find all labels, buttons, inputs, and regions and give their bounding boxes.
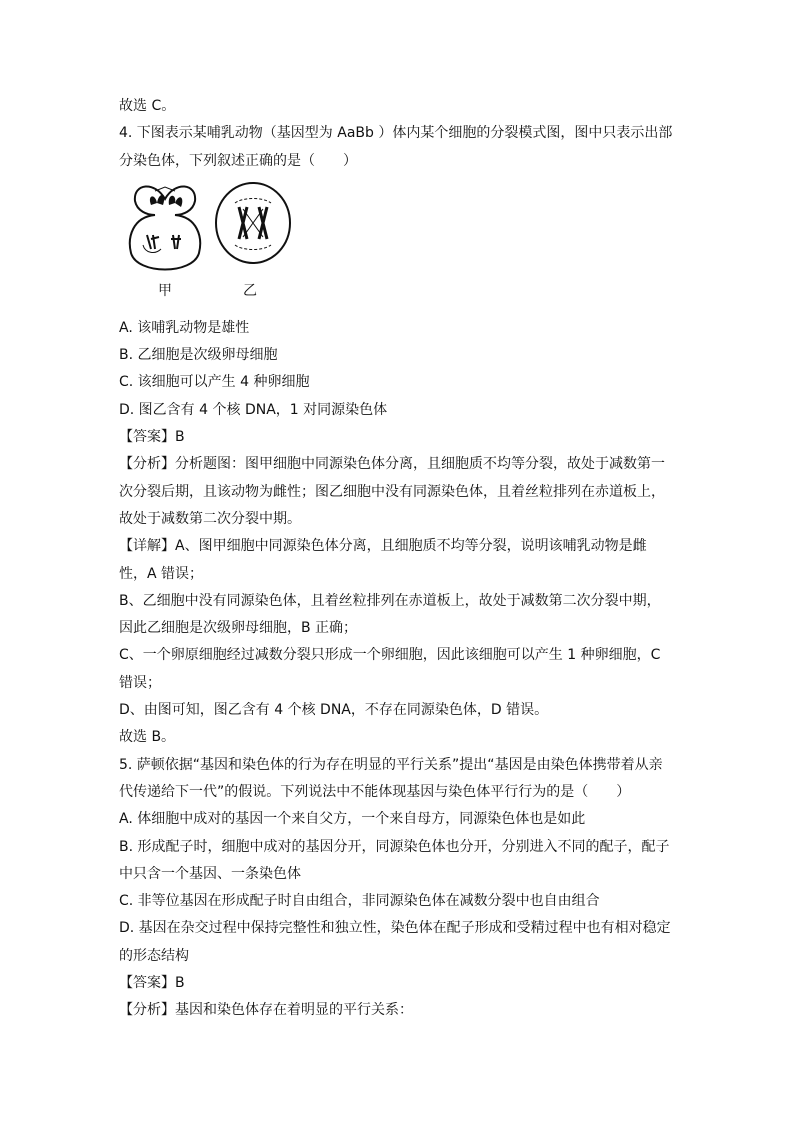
text-block-main bbox=[119, 315, 679, 1025]
text-line: 故处于减数第二次分裂中期。 bbox=[119, 510, 301, 527]
analysis-line: 【分析】分析题图：图甲细胞中同源染色体分离，且细胞质不均等分裂，故处于减数第一 bbox=[119, 456, 665, 473]
cell-division-figure bbox=[119, 175, 679, 315]
answer-line: 【答案】B bbox=[119, 429, 185, 446]
cell-yi-diagram bbox=[213, 179, 293, 275]
option-b: B. 乙细胞是次级卵母细胞 bbox=[119, 347, 278, 364]
text-line: 的形态结构 bbox=[119, 947, 189, 964]
figure-label-jia: 甲 bbox=[158, 282, 172, 299]
text-line: 故选 B。 bbox=[119, 729, 176, 746]
text-line: 中只含一个基因、一条染色体 bbox=[119, 865, 301, 882]
text-line: 分染色体，下列叙述正确的是（ ） bbox=[119, 152, 357, 169]
option-b: B. 形成配子时，细胞中成对的基因分开，同源染色体也分开，分别进入不同的配子，配子 bbox=[119, 838, 670, 855]
option-c: C. 该细胞可以产生 4 种卵细胞 bbox=[119, 374, 310, 391]
answer-line: 【答案】B bbox=[119, 975, 185, 992]
text-line: 因此乙细胞是次级卵母细胞，B 正确； bbox=[119, 620, 358, 637]
text-line: C、一个卵原细胞经过减数分裂只形成一个卵细胞，因此该细胞可以产生 1 种卵细胞，C bbox=[119, 647, 661, 664]
option-d: D. 基因在杂交过程中保持完整性和独立性，染色体在配子形成和受精过程中也有相对稳定 bbox=[119, 920, 671, 937]
option-a: A. 该哺乳动物是雄性 bbox=[119, 319, 250, 336]
figure-label-yi: 乙 bbox=[243, 282, 257, 299]
text-line: 次分裂后期，且该动物为雌性；图乙细胞中没有同源染色体，且着丝粒排列在赤道板上， bbox=[119, 483, 665, 500]
text-block-top bbox=[119, 93, 679, 175]
question-5-line: 5. 萨顿依据“基因和染色体的行为存在明显的平行关系”提出“基因是由染色体携带着从亲 bbox=[119, 756, 663, 773]
cell-jia-diagram bbox=[125, 179, 205, 283]
text-line: 故选 C。 bbox=[119, 98, 176, 114]
text-line: D、由图可知，图乙含有 4 个核 DNA，不存在同源染色体，D 错误。 bbox=[119, 702, 549, 719]
text-line: 代传递给下一代”的假说。下列说法中不能体现基因与染色体平行行为的是（ ） bbox=[119, 783, 631, 800]
text-line: B、乙细胞中没有同源染色体，且着丝粒排列在赤道板上，故处于减数第二次分裂中期， bbox=[119, 592, 661, 609]
text-line: 错误； bbox=[119, 674, 161, 691]
analysis-line: 【分析】基因和染色体存在着明显的平行关系： bbox=[119, 1002, 413, 1019]
explanation-line: 【详解】A、图甲细胞中同源染色体分离，且细胞质不均等分裂，说明该哺乳动物是雌 bbox=[119, 538, 647, 555]
text-line: 4. 下图表示某哺乳动物（基因型为 AaBb ）体内某个细胞的分裂模式图，图中只表示出部 bbox=[119, 125, 673, 142]
option-a: A. 体细胞中成对的基因一个来自父方，一个来自母方，同源染色体也是如此 bbox=[119, 811, 586, 828]
option-d: D. 图乙含有 4 个核 DNA，1 对同源染色体 bbox=[119, 401, 388, 418]
text-line: 性，A 错误； bbox=[119, 565, 204, 582]
document-page bbox=[119, 93, 679, 1025]
option-c: C. 非等位基因在形成配子时自由组合，非同源染色体在减数分裂中也自由组合 bbox=[119, 893, 600, 910]
